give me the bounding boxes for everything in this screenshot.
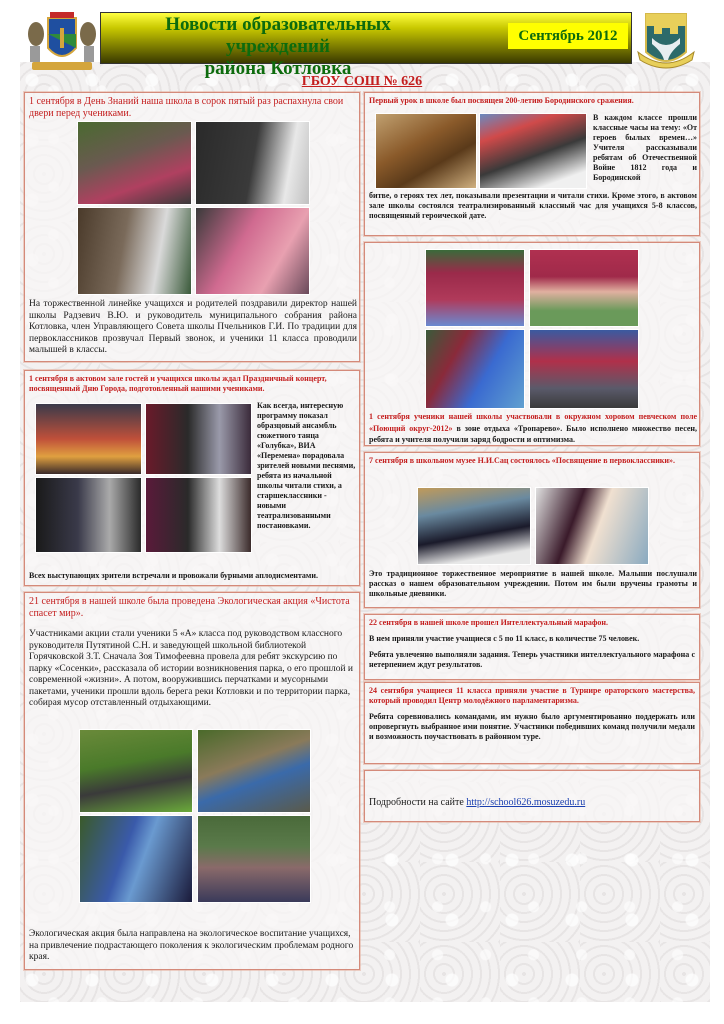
article-body-1: В нем приняли участие учащиеся с 5 по 11 класс, в количестве 75 человек. — [369, 634, 640, 643]
article-title: 24 сентября учащиеся 11 класса приняли участие в Турнире ораторского мастерства, который проводил Центр молодёжного парламентаризма. — [369, 686, 695, 705]
school-website-link[interactable]: http://school626.mosuzedu.ru — [466, 797, 586, 808]
photo-group — [197, 815, 311, 903]
kotlovka-coat-of-arms-icon — [634, 12, 698, 76]
school-title: ГБОУ СОШ № 626 — [301, 74, 423, 89]
district-coat-of-arms-icon — [24, 10, 100, 74]
photo-stage-group — [529, 329, 639, 409]
article-marathon — [364, 614, 700, 680]
photo-school-lineup — [77, 121, 192, 205]
photo-borodino-painting — [375, 113, 477, 189]
photo-cleanup — [197, 729, 311, 813]
photo-certificate-award — [535, 487, 649, 565]
article-first-day — [24, 92, 360, 362]
photo-choir-field — [425, 249, 525, 327]
article-title: 7 сентября в школьном музее Н.И.Сац состоялось «Посвящение в первоклассники». — [369, 456, 676, 465]
article-footer: Экологическая акция была направлена на экологическое воспитание учащихся, на привлечение подрастающего поколения к экологическим проблемам родного края. — [29, 929, 354, 962]
photo-speech-entrance — [195, 121, 310, 205]
article-body: Это традиционное торжественное мероприятие в нашей школе. Малыши послушали рассказ о нашем образовательном учреждении. Потом им были вручены грамоты и школьные дневники. — [369, 569, 697, 598]
article-side-text: В каждом классе прошли классные часы на тему: «От героев былых времен…» Учителя рассказывали ребятам об Отечественной Войне 1812 года и Бородинской — [593, 113, 697, 182]
article-choir — [364, 242, 700, 446]
photo-dance — [35, 403, 142, 475]
newsletter-title: Новости образовательных учреждений района Котловка — [165, 14, 391, 79]
more-info: Подробности на сайте http://school626.mosuzedu.ru — [369, 797, 586, 808]
issue-date-badge: Сентябрь 2012 — [508, 23, 628, 49]
article-body: Участниками акции стали ученики 5 «А» класса под руководством классного руководителя Путятиной С.Н. и заведующей школьной библиотекой Горячковской З.Т. Сначала Зоя Тимофеевна провела для ребят экскурсию по парку «Сосенки», рассказала об истории возникновения парка, о его прошлой и современной «жизни». А потом, вооружившись перчатками и мусорными пакетами, ученики прошли вдоль берега реки Котловки и по территории парка, собирая мусор отставленный отдыхающими. — [29, 629, 354, 708]
article-title: 22 сентября в нашей школе прошел Интеллектуальный марафон. — [369, 618, 609, 627]
photo-students-entrance — [77, 207, 192, 295]
article-first-graders-initiation — [364, 452, 700, 608]
photo-garbage-bag — [79, 815, 193, 903]
article-side-text: Как всегда, интересную программу показал образцовый ансамбль сюжетного танца «Голубка», ВИА «Перемена» порадовала зрителей новыми песнями, ребята из начальной школы читали стихи, а старшеклассники - новыми театрализованными постановками. — [257, 401, 356, 530]
photo-park-excursion — [79, 729, 193, 813]
article-title: 21 сентября в нашей школе была проведена Экологическая акция «Чистота спасет мир». — [29, 596, 350, 619]
article-title: Первый урок в школе был посвящен 200-летию Бородинского сражения. — [369, 96, 634, 105]
photo-girls-hats — [529, 249, 639, 327]
article-footer: Всех выступающих зрители встречали и провожали бурными аплодисментами. — [29, 571, 318, 580]
photo-theatre — [145, 403, 252, 475]
article-eco-action — [24, 592, 360, 970]
article-borodino — [364, 92, 700, 236]
photo-museum-students — [417, 487, 531, 565]
article-concert — [24, 370, 360, 586]
article-title: 1 сентября в День Знаний наша школа в сорок пятый раз распахнула свои двери перед учениками. — [29, 96, 344, 119]
article-body: битве, о героях тех лет, показывали презентации и читали стихи. Кроме этого, в актовом зале школы состоялся театрализированный классный час для учащихся 5-8 классов, посвященный героической дате. — [369, 191, 697, 220]
article-body: Ребята соревновались командами, им нужно было аргументированно поддержать или опровергнуть выбранное ими понятие. Участники победивших команд получили медали и возможность поучаствовать в районном туре. — [369, 712, 695, 741]
photo-first-graders — [195, 207, 310, 295]
photo-students-performance — [145, 477, 252, 553]
article-title: 1 сентября в актовом зале гостей и учащихся школы ждал Праздничный концерт, посвященный Дню Города, подготовленный нашими учениками. — [29, 374, 327, 393]
article-oratory — [364, 682, 700, 764]
article-body: На торжественной линейке учащихся и родителей поздравили директор нашей школы Радзевич В.Ю. и руководитель муниципального собрания района Котловка, член Управляющего Совета школы Пчельников Г.И. По традиции для первоклассников прозвучал Первый звонок, и ученики 11 класса проводили малышей в классы. — [29, 299, 357, 355]
photo-host-stage — [35, 477, 142, 553]
more-info-box — [364, 770, 700, 822]
article-body-2: Ребята увлеченно выполняли задания. Теперь участники интеллектуального марафона с нетерпением ждут результатов. — [369, 650, 695, 669]
article-body: 1 сентября ученики нашей школы участвовали в окружном хоровом певческом поле «Поющий округ-2012» в зоне отдыха «Тропарево». Было исполнено множество песен, ребята и учителя получили заряд бодрости и оптимизма. — [369, 412, 697, 444]
photo-classroom — [479, 113, 587, 189]
photo-singing-teacher — [425, 329, 525, 409]
